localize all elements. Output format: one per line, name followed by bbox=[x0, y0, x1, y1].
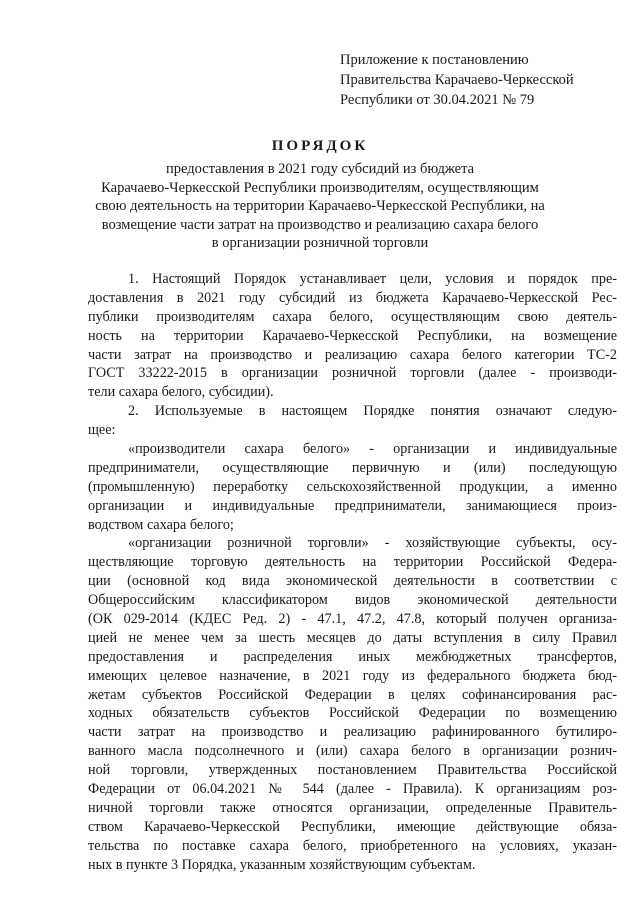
body-line: жетам субъектов Российской Федерации в целях софинансирования рас- bbox=[88, 686, 617, 703]
body-line: ГОСТ 33222-2015 в организации розничной торговли (далее - производи- bbox=[88, 365, 617, 382]
body-line: части затрат на производство и реализацию рафинированного бутилиро- bbox=[88, 724, 617, 741]
body-line: «производители сахара белого» - организации и индивидуальные bbox=[128, 441, 617, 458]
body-line: цией не менее чем за шесть месяцев до даты вступления в силу Правил bbox=[88, 629, 617, 646]
body-line: ции (основной код вида экономической деятельности в соответствии с bbox=[88, 573, 617, 590]
body-line: ходных обязательств субъектов Российской Федерации по возмещению bbox=[88, 705, 617, 722]
body-line: щее: bbox=[88, 422, 116, 439]
appendix-line: Республики от 30.04.2021 № 79 bbox=[340, 92, 535, 108]
body-line: ничной торговли также относятся организации, определенные Правитель- bbox=[88, 799, 617, 816]
body-line: 1. Настоящий Порядок устанавливает цели, условия и порядок пре- bbox=[128, 271, 617, 287]
subtitle-line: в организации розничной торговли bbox=[211, 235, 429, 251]
body-line: части затрат на производство и реализацию сахара белого категории ТС-2 bbox=[88, 346, 617, 363]
body-line: ществляющие торговую деятельность на территории Российской Федера- bbox=[88, 554, 617, 571]
body-line: публики производителям сахара белого, осуществляющим свою деятель- bbox=[88, 308, 617, 325]
subtitle-line: возмещение части затрат на производство и реализацию сахара белого bbox=[101, 216, 539, 233]
body-line: (ОК 029-2014 (КДЕС Ред. 2) - 47.1, 47.2, 47.8, который получен организа- bbox=[88, 611, 617, 628]
document-subtitle bbox=[70, 160, 570, 253]
body-line: ванного масла подсолнечного и (или) сахара белого в организации рознич- bbox=[88, 743, 617, 760]
subtitle-line: свою деятельность на территории Карачаево-Черкесской Республики, на bbox=[95, 198, 545, 214]
body-line: (промышленную) переработку сельскохозяйственной продукции, а именно bbox=[88, 478, 617, 495]
body-line: ной торговли, утвержденных постановлением Правительства Российской bbox=[88, 762, 617, 779]
body-line: предприниматели, осуществляющие первичную и (или) последующую bbox=[88, 459, 617, 476]
subtitle-line: Карачаево-Черкесской Республики производителям, осуществляющим bbox=[101, 179, 539, 196]
body-line: «организации розничной торговли» - хозяйствующие субъекты, осу- bbox=[128, 535, 617, 552]
body-line: водством сахара белого; bbox=[88, 516, 234, 533]
body-line: организации и индивидуальные предприниматели, занимающиеся произ- bbox=[88, 497, 617, 514]
appendix-line: Правительства Карачаево-Черкесской bbox=[340, 72, 574, 88]
appendix-line: Приложение к постановлению bbox=[340, 52, 529, 68]
document-body bbox=[88, 270, 617, 875]
body-line: ных в пункте 3 Порядка, указанным хозяйствующим субъектам. bbox=[88, 856, 476, 873]
document-title: ПОРЯДОК bbox=[271, 138, 369, 154]
body-line: Общероссийским классификатором видов экономической деятельности bbox=[88, 592, 617, 609]
subtitle-line: предоставления в 2021 году субсидий из бюджета bbox=[165, 161, 475, 177]
body-line: ством Карачаево-Черкесской Республики, имеющие действующие обяза- bbox=[88, 818, 617, 835]
body-line: тельства по поставке сахара белого, приобретенного на условиях, указан- bbox=[88, 837, 617, 854]
body-line: тели сахара белого, субсидии). bbox=[88, 384, 274, 401]
body-line: имеющих целевое назначение, в 2021 году из федерального бюджета бюд- bbox=[88, 667, 617, 684]
body-line: 2. Используемые в настоящем Порядке понятия означают следую- bbox=[128, 403, 617, 420]
body-line: доставления в 2021 году субсидий из бюджета Карачаево-Черкесской Рес- bbox=[88, 289, 617, 306]
body-line: предоставления и распределения иных межбюджетных трансфертов, bbox=[88, 648, 617, 665]
body-line: ность на территории Карачаево-Черкесской Республики, на возмещение bbox=[88, 327, 617, 344]
appendix-note bbox=[340, 50, 574, 110]
body-line: Федерации от 06.04.2021 № 544 (далее - Правила). К организациям роз- bbox=[88, 781, 617, 798]
